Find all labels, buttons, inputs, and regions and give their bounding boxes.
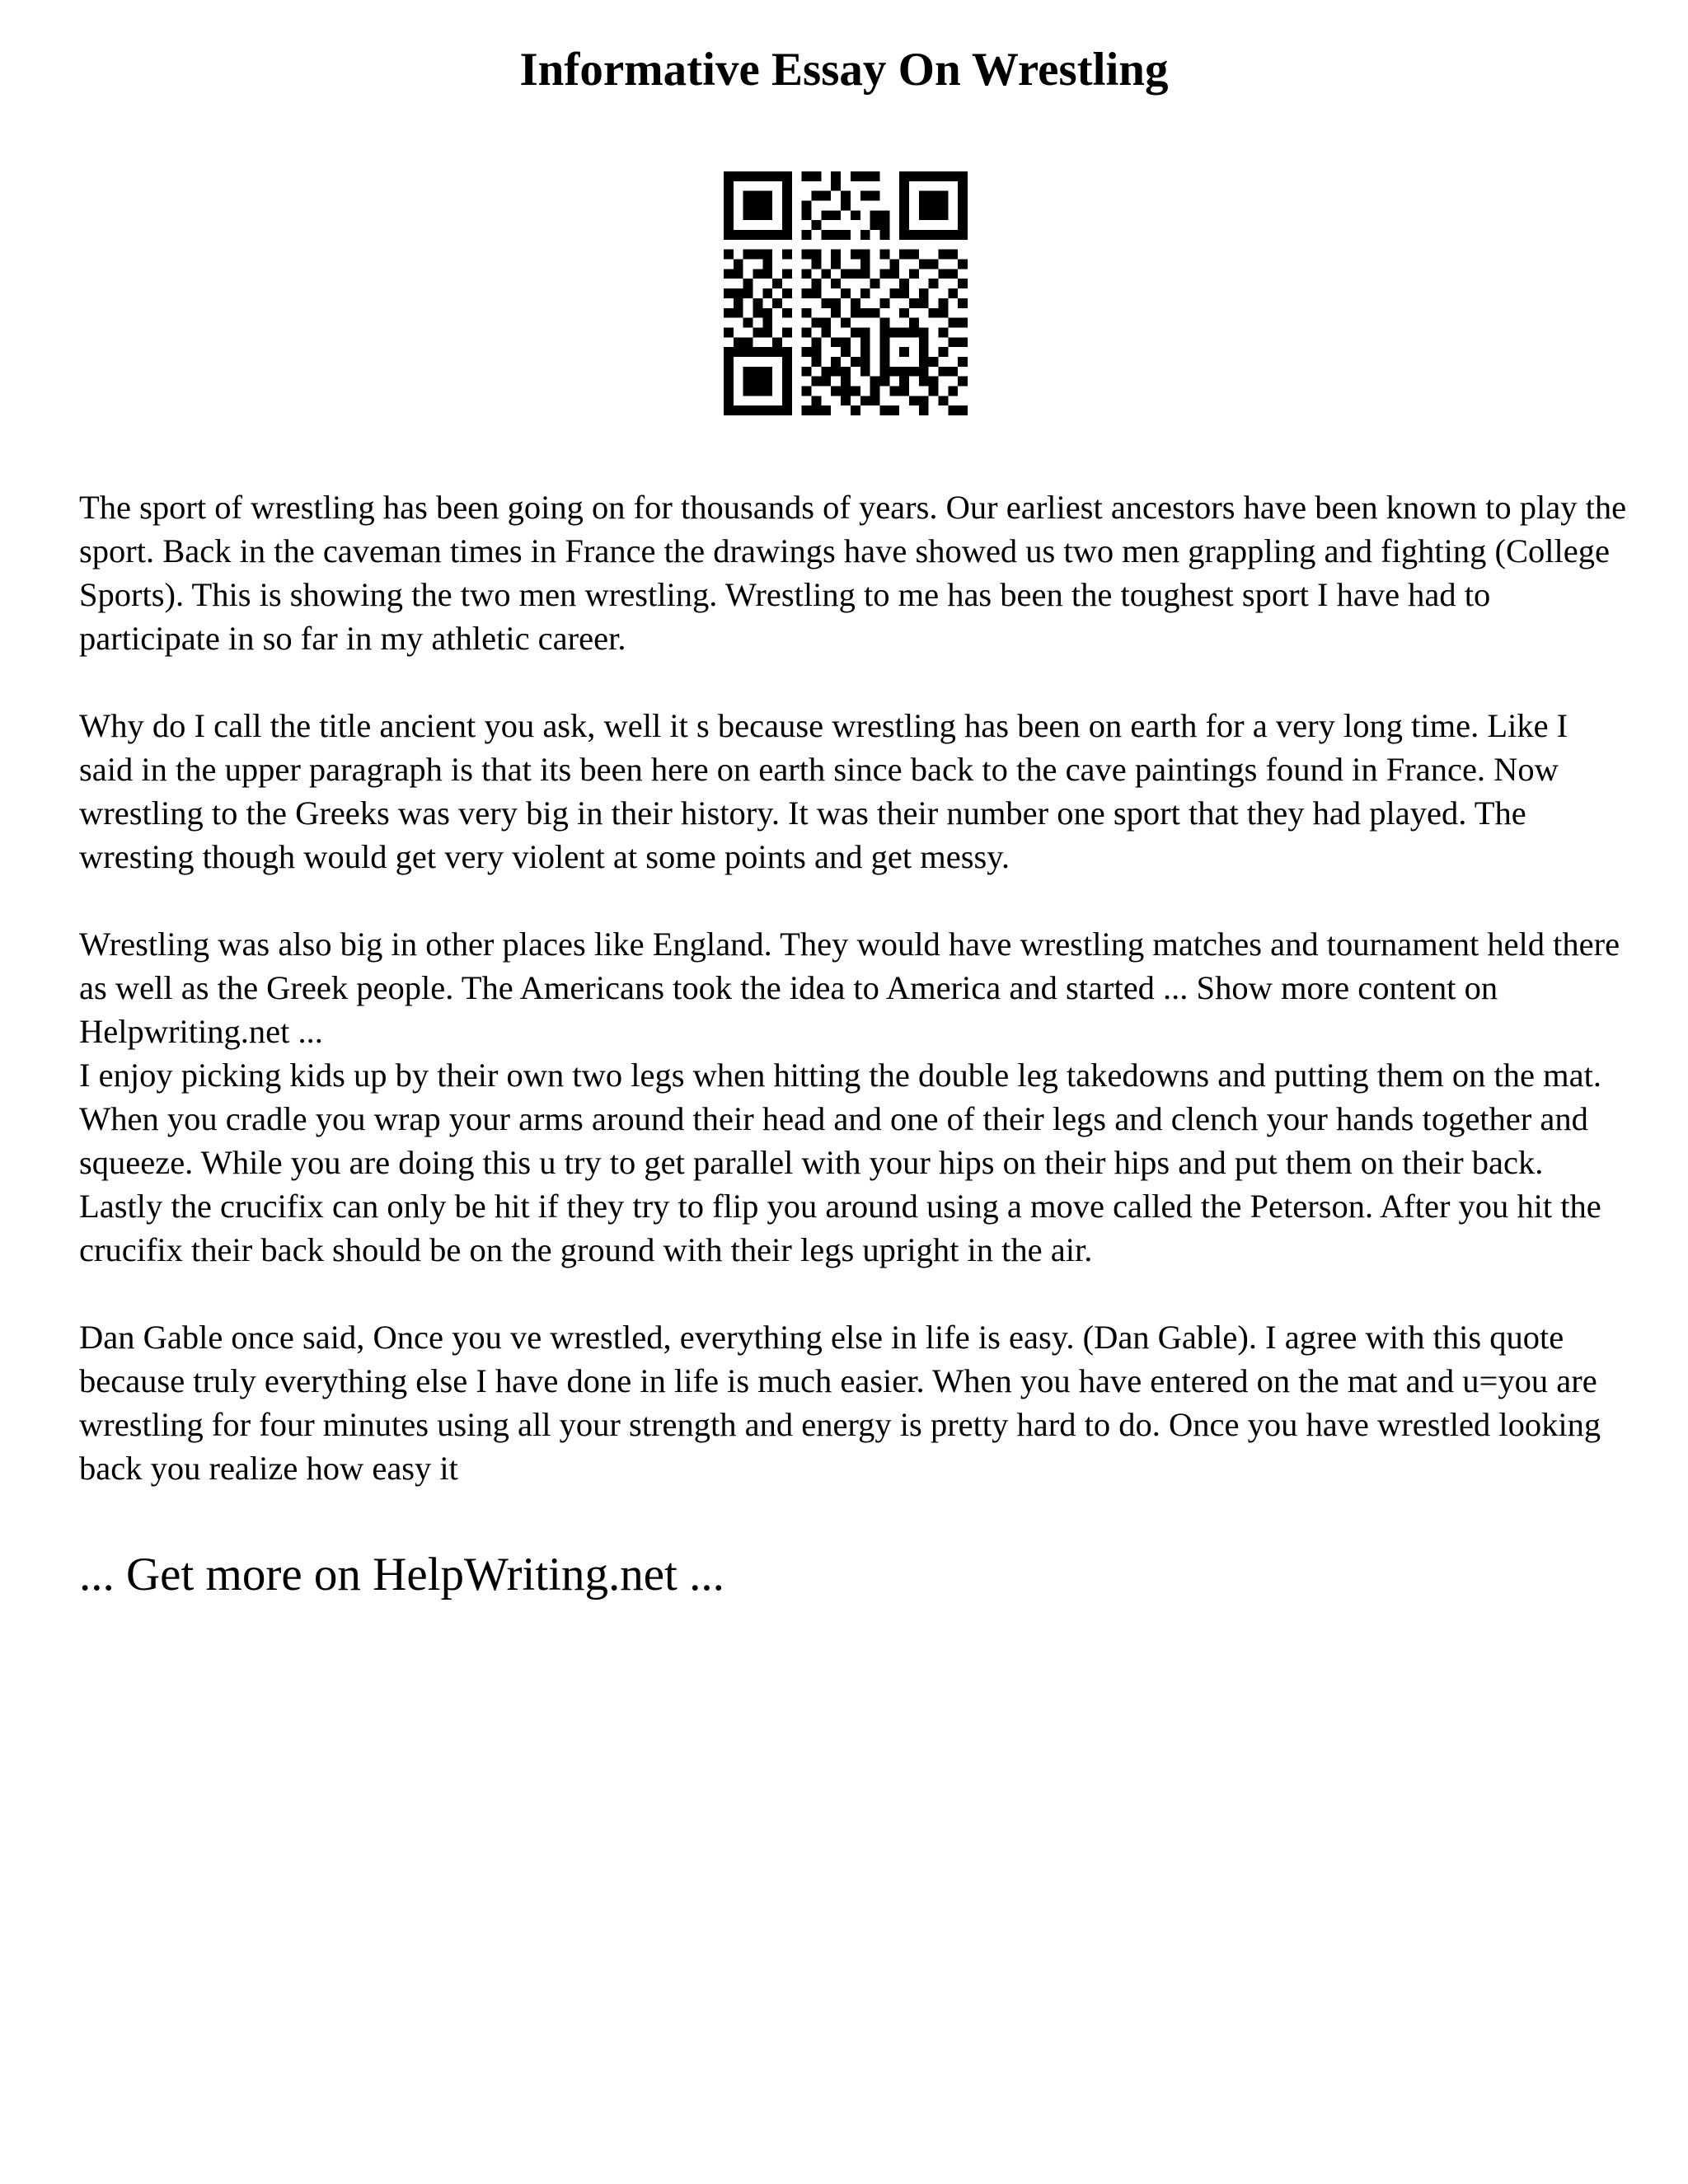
qr-code[interactable] — [724, 171, 968, 415]
page-title: Informative Essay On Wrestling — [519, 44, 1169, 96]
get-more-link[interactable]: ... Get more on HelpWriting.net ... — [79, 1549, 724, 1601]
essay-paragraph: The sport of wrestling has been going on for thousands of years. Our earliest ancestors have been known to play the sport. Back in the caveman times in France the drawings have showed us two men grappling and fighting (College Sports). This is showing the two men wrestling. Wrestling to me has been the toughest sport I have had to participate in so far in my athletic career. — [79, 489, 1627, 657]
essay-paragraph: Wrestling was also big in other places like England. They would have wrestling matches and tournament held there as well as the Greek people. The Americans took the idea to America and started ... Show more content on Helpwriting.net ... — [79, 926, 1620, 1050]
essay-paragraph: Why do I call the title ancient you ask, well it s because wrestling has been on earth for a very long time. Like I said in the upper paragraph is that its been here on earth since back to the cave paintings found in France. Now wrestling to the Greeks was very big in their history. It was their number one sport that they had played. The wresting though would get very violent at some points and get messy. — [79, 707, 1568, 875]
essay-paragraph: I enjoy picking kids up by their own two legs when hitting the double leg takedowns and putting them on the mat. When you cradle you wrap your arms around their head and one of their legs and clench your hands together and squeeze. While you are doing this u try to get parallel with your hips on their hips and put them on their back. Lastly the crucifix can only be hit if they try to flip you around using a move called the Peterson. After you hit the crucifix their back should be on the ground with their legs upright in the air. — [79, 1057, 1601, 1268]
essay-paragraph: Dan Gable once said, Once you ve wrestled, everything else in life is easy. (Dan Gable). I agree with this quote because truly everything else I have done in life is much easier. When you have entered on the mat and u=you are wrestling for four minutes using all your strength and energy is pretty hard to do. Once you have wrestled looking back you realize how easy it — [79, 1319, 1601, 1487]
qr-code-icon — [724, 171, 968, 415]
essay-body — [79, 485, 1629, 1490]
